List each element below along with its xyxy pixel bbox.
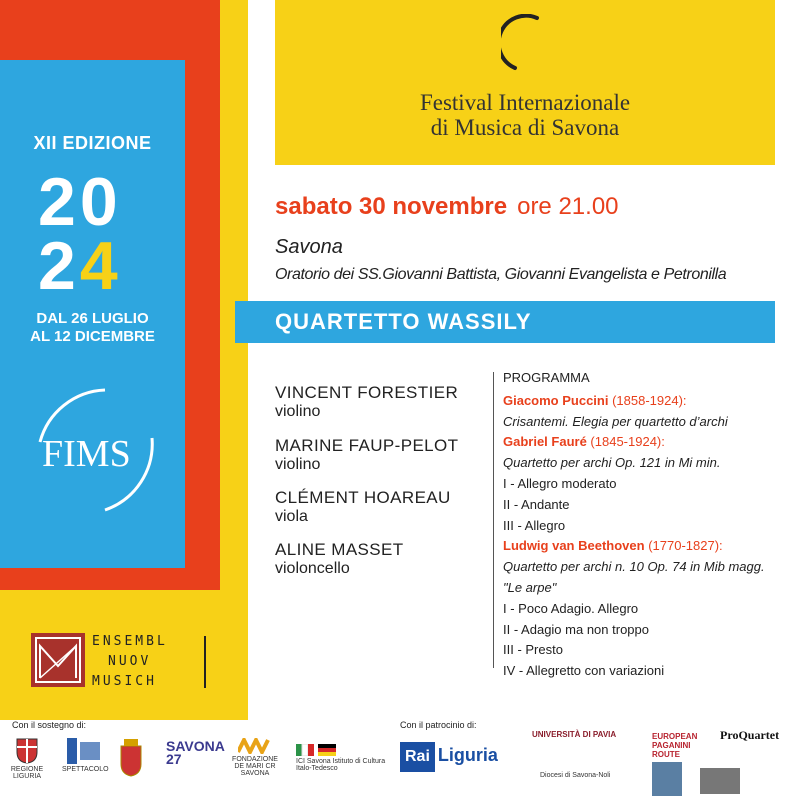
programme [503, 368, 783, 682]
rai-liguria-text: Liguria [437, 745, 498, 765]
support-label: Con il sostegno di: [12, 720, 87, 730]
logo-caption: FONDAZIONE DE MARI CR SAVONA [232, 756, 278, 777]
book-cover-1 [652, 762, 682, 796]
performer-2 [275, 436, 458, 474]
performer-1 [275, 383, 458, 421]
performer-name: MARINE FAUP-PELOT [275, 436, 459, 455]
work-title: Crisantemi. Elegia per quartetto d’archi [503, 413, 728, 429]
book-cover-2 [700, 768, 740, 794]
performer-name: ALINE MASSET [275, 540, 404, 559]
performer-name: VINCENT FORESTIER [275, 383, 459, 402]
year-digit-4: 4 [79, 228, 122, 304]
programme-divider [493, 372, 494, 668]
fondazione-wave-icon [238, 738, 272, 754]
movement: I - Poco Adagio. Allegro [503, 600, 639, 616]
ensemble-e-bar [196, 636, 206, 688]
movement: IV - Allegretto con variazioni [503, 663, 665, 679]
ensemble-name [92, 632, 168, 692]
movement: III - Allegro [503, 517, 566, 533]
ministry-logo-icon [67, 738, 101, 764]
dates-line-1: DAL 26 LUGLIO [36, 310, 149, 327]
ici-savona-logo [296, 744, 388, 772]
mic-spettacolo-logo [62, 738, 109, 773]
dates-line-2: AL 12 DICEMBRE [30, 328, 155, 345]
savona-27-logo: SAVONA 27 [166, 738, 225, 767]
composer-name: Giacomo Puccini [503, 392, 609, 408]
rai-box: Rai [400, 742, 435, 772]
movement: III - Presto [503, 642, 563, 658]
performer-instrument: violoncello [275, 560, 350, 577]
logo-caption: ICI Savona Istituto di Cultura Italo-Tedesco [296, 758, 386, 772]
composer-3 [503, 536, 783, 557]
performer-instrument: violino [275, 456, 321, 473]
ensemble-line-3: MUSICH [92, 674, 157, 689]
savona-crest-logo [118, 738, 144, 783]
festival-title-line-2: di Musica di Savona [430, 115, 620, 140]
performer-3 [275, 488, 451, 526]
universita-pavia-logo: UNIVERSITÀ DI PAVIA [532, 730, 617, 739]
crescent-moon-icon [501, 14, 549, 74]
work-title: Quartetto per archi Op. 121 in Mi min. [503, 455, 721, 471]
flags-icon [296, 744, 336, 756]
ensemble-title: QUARTETTO WASSILY [275, 309, 532, 334]
savona-crest-icon [118, 738, 144, 778]
work-nickname: "Le arpe" [503, 579, 557, 595]
work-title: Quartetto per archi n. 10 Op. 74 in Mib magg. [503, 559, 765, 575]
ensemble-line-2: NUOV [108, 654, 152, 669]
diocesi-savona-logo: Diocesi di Savona-Noli [540, 772, 611, 779]
event-day: sabato 30 novembre [275, 193, 508, 220]
logo-caption: SPETTACOLO [62, 766, 109, 773]
festival-header [275, 0, 775, 165]
rai-liguria-logo [400, 742, 514, 778]
composer-2 [503, 432, 783, 453]
ensemble-logo-icon [30, 632, 86, 688]
event-date [275, 193, 619, 221]
regione-liguria-crest-icon [16, 738, 38, 764]
festival-dates [0, 310, 185, 346]
european-paganini-route-logo: EUROPEAN PAGANINI ROUTE [652, 732, 698, 759]
festival-title-line-1: Festival Internazionale [419, 90, 631, 115]
festival-title [275, 90, 775, 140]
logo-caption: REGIONE LIGURIA [10, 766, 44, 780]
composer-name: Gabriel Fauré [503, 434, 587, 450]
movement: II - Andante [503, 496, 570, 512]
event-city: Savona [275, 236, 343, 258]
movement: I - Allegro moderato [503, 475, 617, 491]
composer-name: Ludwig van Beethoven [503, 538, 645, 554]
fondazione-de-mari-logo [232, 738, 278, 777]
performer-instrument: viola [275, 508, 308, 525]
patronage-label: Con il patrocinio di: [400, 720, 477, 730]
year-top: 20 [38, 164, 122, 240]
movement: II - Adagio ma non troppo [503, 621, 649, 637]
event-venue: Oratorio dei SS.Giovanni Battista, Giovanni Evangelista e Petronilla [275, 266, 727, 283]
performer-name: CLÉMENT HOAREAU [275, 488, 451, 507]
composer-years: (1770-1827): [644, 538, 723, 554]
composer-1 [503, 391, 783, 412]
proquartet-logo: ProQuartet [720, 728, 780, 742]
ensemble-band [235, 301, 775, 343]
performer-instrument: violino [275, 403, 321, 420]
composer-years: (1858-1924): [608, 392, 687, 408]
fims-logo: FIMS [42, 433, 131, 475]
year-digit-2: 2 [38, 228, 80, 304]
edition-label: XII EDIZIONE [33, 133, 152, 153]
programme-heading: PROGRAMMA [503, 370, 590, 385]
event-time: ore 21.00 [517, 193, 619, 220]
performer-4 [275, 540, 404, 578]
composer-years: (1845-1924): [586, 434, 665, 450]
year-bottom [38, 228, 178, 304]
regione-liguria-logo [6, 738, 48, 780]
ensemble-line-1: ENSEMBL [92, 634, 168, 649]
